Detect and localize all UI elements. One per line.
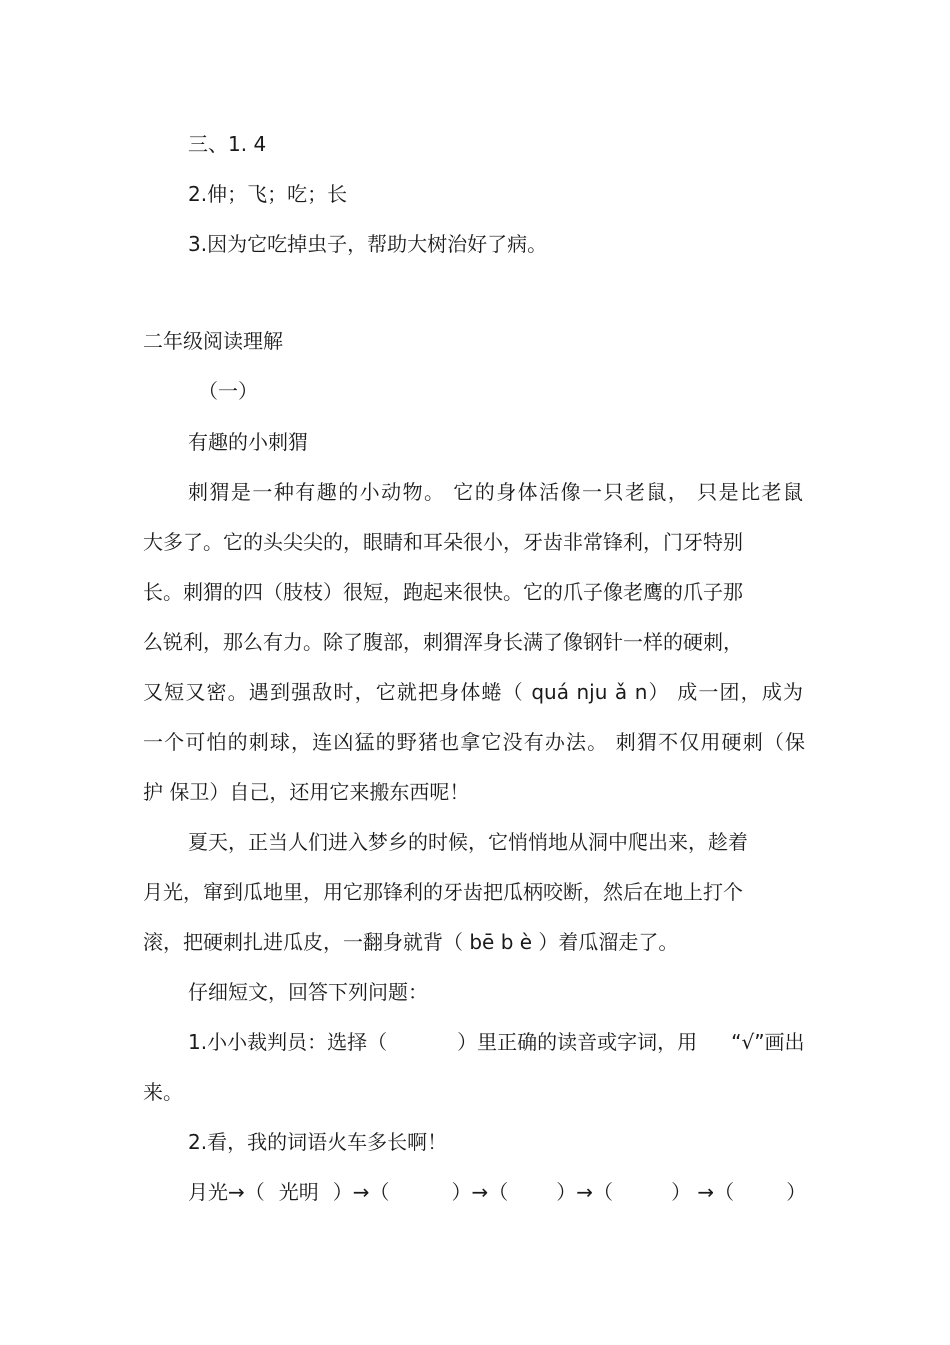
train-arrow-1: ）→（ — [332, 1180, 390, 1204]
train-first-word: 光明 — [278, 1180, 319, 1204]
train-arrow-4: ） →（ — [671, 1180, 735, 1204]
answer-line-1: 三、1. 4 — [188, 132, 267, 156]
paragraph-2-line-3: 滚，把硬刺扎进瓜皮，一翻身就背（ bē b è ）着瓜溜走了。 — [143, 930, 679, 954]
answer-line-2: 2.伸；飞；吃；长 — [188, 182, 348, 206]
answer-line-3: 3.因为它吃掉虫子，帮助大树治好了病。 — [188, 232, 548, 256]
question-1-continuation: 来。 — [143, 1080, 183, 1104]
section-title: 二年级阅读理解 — [143, 329, 283, 353]
question-1-part-a: 1.小小裁判员：选择（ — [188, 1030, 388, 1054]
paragraph-1-line-6: 一个可怕的刺球，连凶猛的野猪也拿它没有办法。 刺猬不仅用硬刺（保 — [143, 730, 805, 754]
instruction: 仔细短文，回答下列问题： — [188, 980, 428, 1004]
train-arrow-2: ）→（ — [451, 1180, 509, 1204]
train-start: 月光→（ — [188, 1180, 265, 1204]
paragraph-2-line-2: 月光，窜到瓜地里，用它那锋利的牙齿把瓜柄咬断，然后在地上打个 — [143, 880, 743, 904]
paragraph-1-line-7: 护 保卫）自己，还用它来搬东西呢！ — [143, 780, 470, 804]
paragraph-1-line-4: 么锐利，那么有力。除了腹部，刺猬浑身长满了像钢针一样的硬刺， — [143, 630, 743, 654]
paragraph-1-line-2: 大多了。它的头尖尖的，眼睛和耳朵很小，牙齿非常锋利，门牙特别 — [143, 530, 743, 554]
part-label: （一） — [198, 379, 258, 403]
paragraph-1-line-1: 刺猬是一种有趣的小动物。 它的身体活像一只老鼠， 只是比老鼠 — [188, 480, 803, 504]
story-title: 有趣的小刺猬 — [188, 430, 308, 454]
word-train — [188, 1178, 806, 1206]
question-2: 2.看，我的词语火车多长啊！ — [188, 1130, 448, 1154]
question-1-part-b: ）里正确的读音或字词，用 — [457, 1030, 698, 1054]
paragraph-1-line-3: 长。刺猬的四（肢枝）很短，跑起来很快。它的爪子像老鹰的爪子那 — [143, 580, 743, 604]
train-end: ） — [786, 1180, 807, 1204]
question-1-part-c: “√”画出 — [731, 1030, 805, 1054]
question-1 — [188, 1028, 805, 1056]
paragraph-1-line-5: 又短又密。遇到强敌时，它就把身体蜷（ quá nju ǎ n） 成一团，成为 — [143, 680, 803, 704]
train-arrow-3: ）→（ — [556, 1180, 614, 1204]
paragraph-2-line-1: 夏天，正当人们进入梦乡的时候，它悄悄地从洞中爬出来，趁着 — [188, 830, 748, 854]
